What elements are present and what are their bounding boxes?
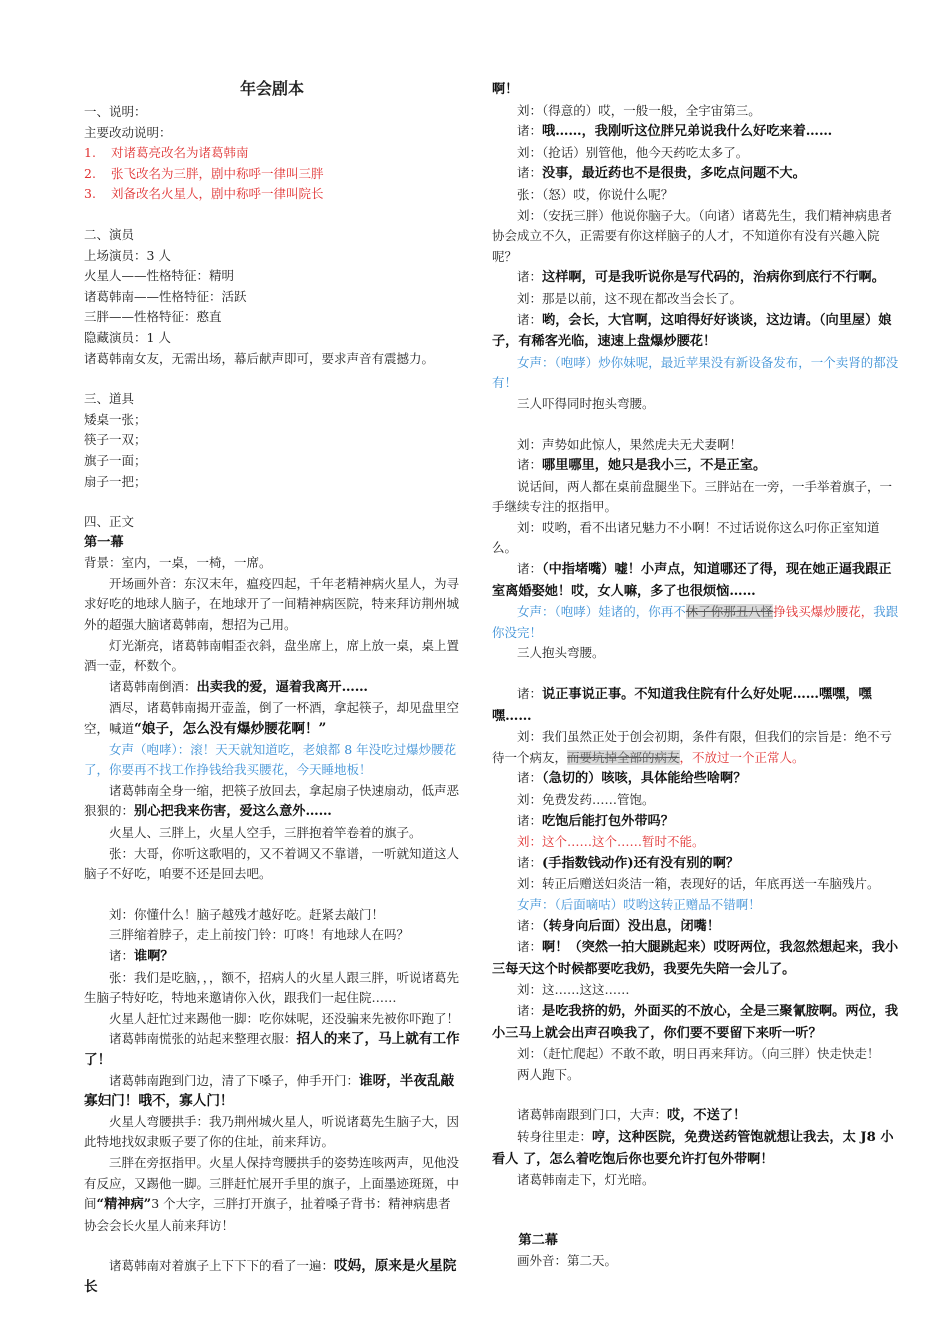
change-item: 1. 对诸葛亮改名为诸葛韩南	[84, 145, 249, 161]
prop-item: 旗子一面；	[84, 452, 147, 468]
paragraph: 三胖在旁抠指甲。火星人保持弯腰拱手的姿势连咳两声，见他没有反应，又踢他一脚。三胖赶忙展开手里的旗子，上面墨迹斑斑，中间“精神病”3 个大字，三胖打开旗子，扯着嗓子背书：精神病患者协会会长火星人前来拜访！	[84, 1154, 460, 1233]
section-heading: 一、说明：	[84, 104, 147, 119]
paragraph: 三胖缩着脖子，走上前按门铃：叮咚！有地球人在吗？	[109, 927, 410, 943]
dialogue-line: 张：大哥，你听这歌唱的，又不着调又不靠谱，一听就知道这人脑子不好吃，咱要不还是回去吧。	[84, 845, 460, 882]
dialogue-line: 诸：哪里哪里，她只是我小三，不是正室。	[517, 457, 767, 474]
paragraph: 诸葛韩南慌张的站起来整理衣服：招人的来了，马上就有工作了！	[84, 1031, 460, 1068]
paragraph: 三胖——性格特征：憨直	[84, 309, 222, 325]
dialogue-line: 诸：是吃我挤的奶，外面买的不放心，全是三聚氰胺啊。两位，我小三马上就会出声召唤我了，你们要不要留下来听一听？	[492, 1002, 899, 1041]
dialogue-line: 刘：你懂什么！脑子越残才越好吃。赶紧去敲门！	[109, 906, 385, 922]
female-voice-line: 女声：（咆哮）炒你妹呢，最近苹果没有新设备发布，一个卖肾的都没有！	[492, 354, 899, 391]
prop-item: 扇子一把；	[84, 473, 147, 489]
dialogue-line: 诸葛韩南倒酒：出卖我的爱，逼着我离开……	[109, 678, 368, 695]
paragraph: 诸葛韩南对着旗子上下下下的看了一遍：哎妈，原来是火星院长	[84, 1258, 457, 1295]
dialogue-line: 张：我们是吃脑，，，额不，招病人的火星人跟三胖，听说诸葛先生脑子特好吃，特地来邀请你入伙，跟我们一起住院……	[84, 969, 460, 1006]
female-voice-line: 女声：（咆哮）娃诸的，你再不休了你那丑八怪挣钱买爆炒腰花，我跟你没完！	[492, 604, 899, 640]
paragraph: 火星人弯腰拱手：我乃荆州城火星人，听说诸葛先生脑子大，因此特地找奴隶贩子要了你的住址，前来拜访。	[84, 1113, 460, 1150]
paragraph: 火星人赶忙过来踢他一脚：吃你妹呢，还没骗来先被你吓跑了！	[109, 1010, 460, 1026]
paragraph: 开场画外音：东汉末年，瘟疫四起，千年老精神病火星人，为寻求好吃的地球人脑子，在地球开了一间精神病医院，特来拜访荆州城外的超强大脑诸葛韩南，想招为己用。	[84, 575, 460, 633]
dialogue-line: 刘：（得意的）哎，一般一般，全宇宙第三。	[517, 102, 761, 118]
female-voice-line: 女声：（后面嘀咕）哎哟这转正赠品不错啊！	[517, 896, 761, 912]
dialogue-line: 刘：（赶忙爬起）不敢不敢，明日再来拜访。（向三胖）快走快走！	[517, 1046, 880, 1062]
left-column	[84, 78, 460, 1297]
prop-item: 矮桌一张；	[84, 411, 147, 427]
dialogue-line: 刘：（安抚三胖）他说你脑子大。（向诸）诸葛先生，我们精神病患者协会成立不久，正需要有你这样脑子的人才，不知道你有没有兴趣入院呢？	[492, 207, 893, 264]
paragraph: 诸葛韩南全身一缩，把筷子放回去，拿起扇子快速扇动，低声恶狠狠的：别心把我来伤害，爱这么意外……	[84, 782, 460, 820]
dialogue-line: 诸：（中指堵嘴）嘘！小声点，知道哪还了得，现在她正逼我跟正室离婚娶她！哎，女人嘛，多了也很烦恼……	[492, 561, 892, 599]
paragraph: 三人抱头弯腰。	[517, 645, 605, 661]
section-heading: 二、演员	[84, 226, 135, 242]
dialogue-line: 张：（怒）哎，你说什么呢？	[517, 186, 674, 202]
change-item: 2. 张飞改名为三胖，剧中称呼一律叫三胖	[84, 165, 324, 181]
dialogue-line: 刘：（抢话）别管他，他今天药吃太多了。	[517, 144, 749, 160]
dialogue-line: 诸：(手指数钱动作)还有没有别的啊？	[517, 854, 740, 871]
dialogue-line: 诸：啊！（突然一拍大腿跳起来）哎呀两位，我忽然想起来，我小三每天这个时候都要吃我奶，我要先失陪一会儿了。	[492, 939, 899, 977]
paragraph: 诸葛韩南女友，无需出场，幕后献声即可，要求声音有震撼力。	[84, 350, 435, 366]
prop-item: 筷子一双；	[84, 432, 147, 448]
section-heading: 三、道具	[84, 391, 135, 407]
paragraph: 火星人——性格特征：精明	[84, 268, 235, 284]
dialogue-line: 刘：转正后赠送妇炎洁一箱，表现好的话，年底再送一车脑残片。	[517, 876, 880, 892]
dialogue-line: 诸：（转身向后面）没出息，闭嘴！	[517, 917, 721, 934]
dialogue-line: 刘：这……这这……	[517, 982, 630, 998]
paragraph: 隐藏演员：1 人	[84, 329, 171, 345]
change-item: 3. 刘备改名火星人，剧中称呼一律叫院长	[84, 186, 324, 202]
paragraph: 诸葛韩南——性格特征：活跃	[84, 288, 247, 304]
section-heading: 四、正文	[84, 514, 135, 530]
dialogue-line: 刘：这个……这个……暂时不能。	[517, 834, 705, 850]
document-title: 年会剧本	[239, 79, 304, 98]
act-heading: 第一幕	[84, 534, 124, 550]
paragraph: 诸葛韩南跑到门边，清了下嗓子，伸手开门：谁呀，半夜乱敲寡妇门！哦不，寡人门！	[84, 1072, 455, 1110]
paragraph: 说话间，两人都在桌前盘腿坐下。三胖站在一旁，一手举着旗子，一手继续专注的抠指甲。	[492, 478, 893, 515]
continued-text: 啊！	[492, 82, 519, 97]
dialogue-line: 刘：那是以前，这不现在都改当会长了。	[517, 290, 743, 306]
paragraph: 火星人、三胖上，火星人空手，三胖抱着竿卷着的旗子。	[109, 825, 422, 840]
paragraph: 三人吓得同时抱头弯腰。	[517, 395, 655, 411]
paragraph: 画外音：第二天。	[517, 1253, 618, 1269]
act-heading: 第二幕	[518, 1232, 558, 1248]
dialogue-line: 诸：谁啊？	[109, 947, 174, 964]
dialogue-line: 刘：我们虽然正处于创会初期，条件有限，但我们的宗旨是：绝不亏待一个病友，而要坑掉全部的病友，不放过一个正常人。	[492, 729, 893, 765]
female-voice-line: 女声（咆哮）：滚！天天就知道吃，老娘都 8 年没吃过爆炒腰花了，你要再不找工作挣钱给我买腰花，今天睡地板！	[84, 741, 457, 778]
paragraph: 背景：室内，一桌，一椅，一席。	[84, 555, 272, 571]
dialogue-line: 诸：哟，会长，大官啊，这咱得好好谈谈，这边请。（向里屋）娘子，有稀客光临，速速上盘爆炒腰花！	[492, 311, 892, 350]
paragraph: 两人跑下。	[517, 1066, 580, 1082]
dialogue-line: 刘：免费发药……管饱。	[517, 792, 655, 807]
dialogue-line: 诸：没事，最近药也不是很贵，多吃点问题不大。	[517, 165, 806, 182]
dialogue-line: 诸：说正事说正事。不知道我住院有什么好处呢……嘿嘿，嘿嘿……	[492, 686, 872, 724]
paragraph: 转身往里走：哼，这种医院，免费送药管饱就想让我去，太 J8 小看人 了，怎么着吃饱后你也要允许打包外带啊！	[492, 1128, 894, 1167]
paragraph: 诸葛韩南走下，灯光暗。	[517, 1172, 655, 1188]
dialogue-line: 诸：这样啊，可是我听说你是写代码的，治病你到底行不行啊。	[517, 269, 885, 286]
paragraph: 诸葛韩南跟到门口，大声：哎，不送了！	[517, 1107, 747, 1124]
right-column	[492, 80, 902, 1272]
paragraph: 主要改动说明：	[84, 124, 172, 140]
dialogue-line: 刘：声势如此惊人，果然虎夫无犬妻啊！	[517, 436, 743, 452]
paragraph: 灯光渐亮，诸葛韩南帽歪衣斜，盘坐席上，席上放一桌，桌上置酒一壶，杯数个。	[84, 637, 460, 674]
paragraph: 酒尽，诸葛韩南揭开壶盖，倒了一杯酒，拿起筷子，却见盘里空空，喊道“娘子，怎么没有爆炒腰花啊！”	[84, 700, 460, 738]
dialogue-line: 诸：吃饱后能打包外带吗？	[517, 812, 674, 829]
paragraph: 上场演员：3 人	[84, 247, 171, 263]
dialogue-line: 刘：哎哟，看不出诸兄魅力不小啊！不过话说你这么叼你正室知道么。	[492, 519, 880, 556]
dialogue-line: 诸：哦……，我刚听这位胖兄弟说我什么好吃来着……	[517, 123, 833, 140]
dialogue-line: 诸：（急切的）咳咳，具体能给些啥啊？	[517, 770, 747, 787]
